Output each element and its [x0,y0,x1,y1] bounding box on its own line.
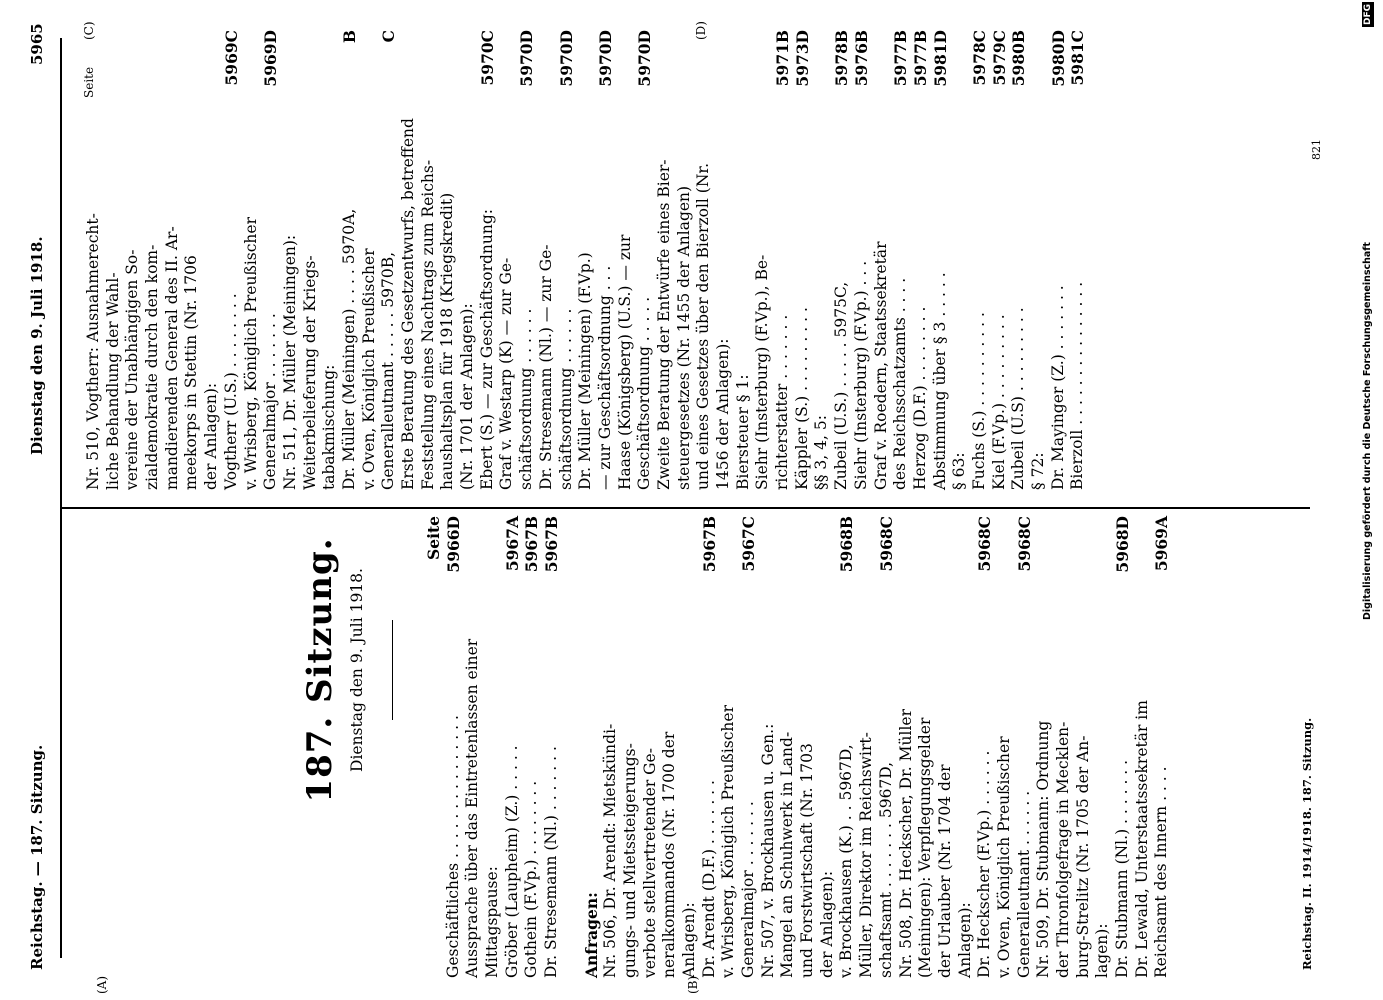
right-index-row-text: Dr. Müller (Meiningen) . . . . 5970A, [339,208,358,490]
right-index-row-page-ref: 5970D [635,30,655,90]
left-index-row-text: Anlagen): [955,902,974,978]
left-index-row [936,516,956,978]
right-index-row-text: Siehr (Insterburg) (F.Vp.) . . . [851,260,870,490]
right-index-row-text: Graf v. Westarp (K) — zur Ge- [497,257,516,490]
right-index-row-text: schäftsordnung . . . . . . [556,308,575,490]
right-index-row [281,30,301,490]
left-index-row-text: Reichsamt des Innern . . . . [1152,766,1171,978]
left-index-row [660,516,680,978]
left-index-row-text: Anfragen: [581,892,601,978]
left-index-row-text: Aussprache über das Eintretenlassen einer [463,638,482,978]
left-index-row-text: verbote stellvertretender Ge- [640,748,659,978]
right-index-row [360,30,380,490]
left-index-row-text: Generalleutnant . . . . . . [1014,790,1033,978]
right-index-row-text: Dr. Müller (Meiningen) (F.Vp.) [576,252,595,490]
left-index-row-text: Nr. 506, Dr. Arendt: Mietskündi- [601,723,620,978]
left-index-row-page-ref: 5968C [975,516,995,574]
right-index-row [714,30,734,490]
left-index-row [798,516,818,978]
right-index-row-text: schäftsordnung . . . . . . [517,308,536,490]
right-index-row-text: Zubeil (U.S) . . . . . . . . . [1009,307,1028,490]
left-index-row [680,516,700,978]
title-rule [392,620,393,720]
right-index-row-page-ref: 5978B [832,30,852,89]
left-index-row [739,516,759,978]
left-index-row-text: Gothein (F.Vp.) . . . . . . . . [522,780,541,978]
left-index-row-text: schaftsamt . . . . . . . 5967D, [876,761,895,978]
left-index-row-text: Müller, Direktor im Reichswirt- [857,732,876,978]
right-index-row [773,30,793,490]
right-index-row [872,30,892,490]
right-index-row [557,30,577,490]
right-index-row [123,30,143,490]
right-index-row [419,30,439,490]
left-index-row [522,516,542,978]
left-index-row [700,516,720,978]
right-index-row-text: meekorps in Stettin (Nr. 1706 [182,255,201,490]
left-index-row [975,516,995,978]
left-index-row-text: v. Wrisberg, Königlich Preußischer [719,705,738,978]
left-index-row [1113,516,1133,978]
left-index-row-page-ref: 5966D [444,516,464,576]
right-index-row [911,30,931,490]
left-index-row [818,516,838,978]
right-index-row-text: Herzog (D.F.) . . . . . . . . [910,306,929,490]
right-index-row [753,30,773,490]
right-index-row [1029,30,1049,490]
right-index-row-page-ref: 5977B [891,30,911,89]
left-index-row-text: Nr. 509, Dr. Stubmann: Ordnung [1034,720,1053,978]
left-index-row [641,516,661,978]
right-index-row-text: Zubeil (U.S.) . . . . . 5975C, [832,281,851,490]
right-index-row-text: tabakmischung: [320,364,339,490]
margin-letter-b: (B) [686,975,700,994]
left-index-row-text: (Meiningen): Verpflegungsgelder [916,717,935,978]
right-index-row-text: Abstimmung über § 3 . . . . . [930,272,949,490]
right-index-row-text: Geschäftsordnung . . . . . [635,296,654,490]
right-index-row [596,30,616,490]
right-index-row [379,30,399,490]
left-index-row-text: neralkommandos (Nr. 1700 der [660,731,679,978]
digitization-note: Digitalisierung gefördert durch die Deutsche Forschungsgemeinschaft [1362,242,1373,620]
right-index-row-page-ref: 5979C [990,30,1010,88]
right-index-row-text: Graf v. Roedern, Staatssekretär [871,241,890,490]
left-index-row-text: der Thronfolgefrage in Mecklen- [1054,721,1072,978]
margin-letter-d: (D) [694,21,708,40]
left-index-row-text: und Forstwirtschaft (Nr. 1703 [798,743,817,978]
right-index-row [537,30,557,490]
right-index-row-text: haushaltsplan für 1918 (Kriegskredit) [438,192,457,490]
left-index-row [503,516,523,978]
left-index-row [1074,516,1094,978]
right-index-row [694,30,714,490]
left-index-row [1133,516,1153,978]
left-index-row-text: Dr. Lewald, Unterstaatssekretär im [1132,700,1151,978]
right-index-row [1009,30,1029,490]
footer-signature: Reichstag. II. 1914/1918. 187. Sitzung. [1300,717,1314,970]
right-index-row-text: § 72: [1029,452,1047,490]
right-index-row-page-ref: B [340,30,360,46]
right-index-row-text: v. Wrisberg, Königlich Preußischer [241,217,260,490]
left-index-row-page-ref: Seite [424,516,444,563]
right-index-row [202,30,222,490]
margin-letter-c: (C) [82,21,96,40]
right-index-row-text: Nr. 511, Dr. Müller (Meiningen): [280,234,299,490]
right-index-row-text: Fuchs (S.) . . . . . . . . . . [969,312,988,490]
left-index-row [956,516,976,978]
right-index-row [931,30,951,490]
left-index-row [877,516,897,978]
right-index-row-text: Generalleutnant . . . . . 5970B, [379,251,398,490]
left-index-row [995,516,1015,978]
left-index-row [916,516,936,978]
right-index-row-text: Generalmajor . . . . . . . [261,313,280,490]
left-index-row-text: lagen): [1093,923,1112,978]
left-index-row-text: Nr. 507, v. Brockhausen u. Gen.: [758,723,777,978]
right-index-row-text: mandierenden General des II. Ar- [162,226,181,490]
right-index-row-text: Biersteuer § 1: [733,374,752,490]
right-index-row-text: Haase (Königsberg) (U.S.) — zur [615,234,634,490]
right-index-row-page-ref: 5970D [517,30,537,90]
left-index-row-text: Generalmajor . . . . . . . [739,801,757,978]
right-index-row-page-ref: 5980D [1049,30,1069,90]
left-index-row [444,516,464,978]
right-index-row-text: Dr. Mayinger (Z.) . . . . . . . [1048,285,1067,490]
right-index-row [104,30,124,490]
left-index-row [601,516,621,978]
right-index-row [399,30,419,490]
right-index-row-page-ref: 5977B [911,30,931,89]
right-index-row [517,30,537,490]
right-index-row-text: zialdemokratie durch den kom- [143,244,162,490]
left-index-row [424,516,444,978]
left-index-row [542,516,562,978]
right-index-row-page-ref: 5976B [852,30,872,89]
right-index-row-text: Nr. 510, Vogtherr: Ausnahmerecht- [84,213,102,490]
right-index-row-text: liche Behandlung der Wahl- [103,272,122,490]
right-index-row [832,30,852,490]
right-index-row [990,30,1010,490]
right-index-row-page-ref: 5969D [261,30,281,90]
left-index-row-text: gungs- und Mietssteigerungs- [620,743,639,978]
right-index-row [143,30,163,490]
left-index-row-text: Gröber (Laupheim) (Z.) . . . . . [502,745,521,978]
left-index-row [778,516,798,978]
left-index-row [483,516,503,978]
header-rule [60,38,62,958]
right-index-row-text: steuergesetzes (Nr. 1455 der Anlagen) [674,185,693,490]
left-index-row [1054,516,1074,978]
right-index-row-page-ref: 5971B [773,30,793,89]
page-number: 5965 [28,23,46,65]
left-index-row-text: v. Brockhausen (K.) . . 5967D, [837,744,856,978]
margin-letter-a: (A) [95,975,109,994]
right-index-row-text: Ebert (S.) — zur Geschäftsordnung: [477,209,496,490]
left-index-row [1034,516,1054,978]
left-index-row-page-ref: 5967B [700,516,720,575]
header-right: Dienstag den 9. Juli 1918. [28,236,46,455]
right-index-row [458,30,478,490]
right-index-row-text: Feststellung eines Nachtrags zum Reichs- [418,159,437,490]
right-index-row [163,30,183,490]
right-index-row-text: Zweite Beratung der Entwürfe eines Bier- [654,159,673,490]
left-index-row [857,516,877,978]
right-index-row-text: Käppler (S.) . . . . . . . . . [792,307,811,490]
right-index-row [497,30,517,490]
right-index-row-page-ref: 5970D [596,30,616,90]
header-left: Reichstag. — 187. Sitzung. [28,744,46,970]
left-index-row-page-ref: 5967B [542,516,562,575]
left-index-row-text: v. Oven, Königlich Preußischer [994,736,1013,978]
right-index-row-text: §§ 3, 4, 5: [812,415,831,490]
right-index-row [261,30,281,490]
right-index-row-text: vereine der Unabhängigen So- [123,249,142,490]
signature-mark: 821 [1310,139,1323,160]
left-index-row [1015,516,1035,978]
right-index-row-text: Weiterbelieferung der Kriegs- [300,255,319,490]
left-index-row-text: Dr. Stubmann (Nl.) . . . . . . . [1113,759,1132,978]
right-index-row [1049,30,1069,490]
left-index-row-text: burg-Strelitz (Nr. 1705 der An- [1073,735,1092,978]
right-index-row [242,30,262,490]
right-index-row-text: der Anlagen): [202,382,221,490]
right-index-row-text: Vogtherr (U.S.) . . . . . . . . [221,293,240,490]
right-index-row [734,30,754,490]
right-index-row-text: Siehr (Insterburg) (F.Vp.), Be- [753,254,772,490]
left-index-row [759,516,779,978]
left-index-row-page-ref: 5968C [1015,516,1035,574]
right-index-row [950,30,970,490]
session-title: 187. Sitzung. [300,537,340,803]
right-index-row-page-ref: C [379,30,399,45]
digitization-stamp [1362,242,1373,620]
right-index-row [340,30,360,490]
left-index-row [897,516,917,978]
left-index-row [1152,516,1172,978]
right-index-row-text: Dr. Stresemann (Nl.) — zur Ge- [536,244,555,490]
right-index-row-text: — zur Geschäftsordnung . . . [595,265,614,490]
right-column [84,30,1088,490]
right-index-row-text: 1456 der Anlagen): [714,338,732,490]
right-index-row [655,30,675,490]
right-index-row-page-ref: 5969C [222,30,242,88]
left-column [424,516,1172,978]
left-index-row [582,516,602,978]
right-index-row [1068,30,1088,490]
left-index-row [719,516,739,978]
right-index-row [891,30,911,490]
right-index-row [635,30,655,490]
right-index-row [576,30,596,490]
left-index-row-page-ref: 5968C [877,516,897,574]
right-index-row-page-ref: 5981D [931,30,951,90]
column-divider [60,508,1310,510]
right-index-row-text: Bierzoll . . . . . . . . . . . . . . . [1068,281,1087,490]
left-index-row-page-ref: 5968D [1113,516,1133,576]
right-index-row-page-ref: 5970D [557,30,577,90]
right-index-row [616,30,636,490]
right-index-row-text: und eines Gesetzes über den Bierzoll (Nr. [694,162,713,490]
right-index-row [970,30,990,490]
right-index-row-text: Kiel (F.Vp.) . . . . . . . . . [989,314,1008,490]
left-index-row-text: Dr. Stresemann (Nl.) . . . . . . . [542,746,561,978]
left-index-row [837,516,857,978]
right-index-row [478,30,498,490]
right-index-row-text: Erste Beratung des Gesetzentwurfs, betreffend [399,118,417,490]
left-index-row-text: der Urlauber (Nr. 1704 der [935,764,954,978]
left-index-row-text: Dr. Arendt (D.F.) . . . . . . . [699,780,718,978]
left-index-row-text: Mittagspause: [483,866,502,978]
right-index-row [812,30,832,490]
right-index-row-page-ref: 5970C [478,30,498,88]
right-index-row-text: v. Oven, Königlich Preußischer [359,248,378,490]
right-index-row-text: (Nr. 1701 der Anlagen): [458,303,477,490]
left-index-row-page-ref: 5968B [837,516,857,575]
margin-seite-label: Seite [82,66,96,98]
right-index-row [852,30,872,490]
right-index-row-page-ref: 5978C [970,30,990,88]
right-index-row-text: des Reichsschatzamts . . . . [891,277,910,490]
right-index-row-text: richterstatter . . . . . . . [773,314,792,490]
dfg-logo: DFG [1363,3,1373,25]
right-index-row [793,30,813,490]
left-index-row-text: Anlagen): [679,902,698,978]
right-index-row-text: § 63: [950,452,969,490]
left-index-row [463,516,483,978]
left-index-row-text: Mangel an Schuhwerk in Land- [778,731,797,978]
left-index-row [562,516,582,978]
left-index-row-text: Dr. Heckscher (F.Vp.) . . . . . . [975,750,994,978]
left-index-row [1093,516,1113,978]
right-index-row [301,30,321,490]
right-index-row-page-ref: 5981C [1068,30,1088,88]
left-index-row-text: Nr. 508, Dr. Heckscher, Dr. Müller [896,708,915,978]
right-index-row [320,30,340,490]
right-index-row [438,30,458,490]
right-index-row-page-ref: 5980B [1009,30,1029,89]
left-index-row-text: Geschäftliches . . . . . . . . . . . . . . . [443,715,462,978]
right-index-row [182,30,202,490]
right-index-row [222,30,242,490]
left-index-row-page-ref: 5967C [739,516,759,574]
left-index-row [621,516,641,978]
session-date: Dienstag den 9. Juli 1918. [348,568,366,772]
left-index-row-page-ref: 5967B [522,516,542,575]
right-index-row [84,30,104,490]
right-index-row-page-ref: 5973D [793,30,813,90]
left-index-row-page-ref: 5967A [503,516,523,574]
right-index-row [675,30,695,490]
left-index-row-page-ref: 5969A [1152,516,1172,574]
left-index-row-text: der Anlagen): [817,870,836,978]
